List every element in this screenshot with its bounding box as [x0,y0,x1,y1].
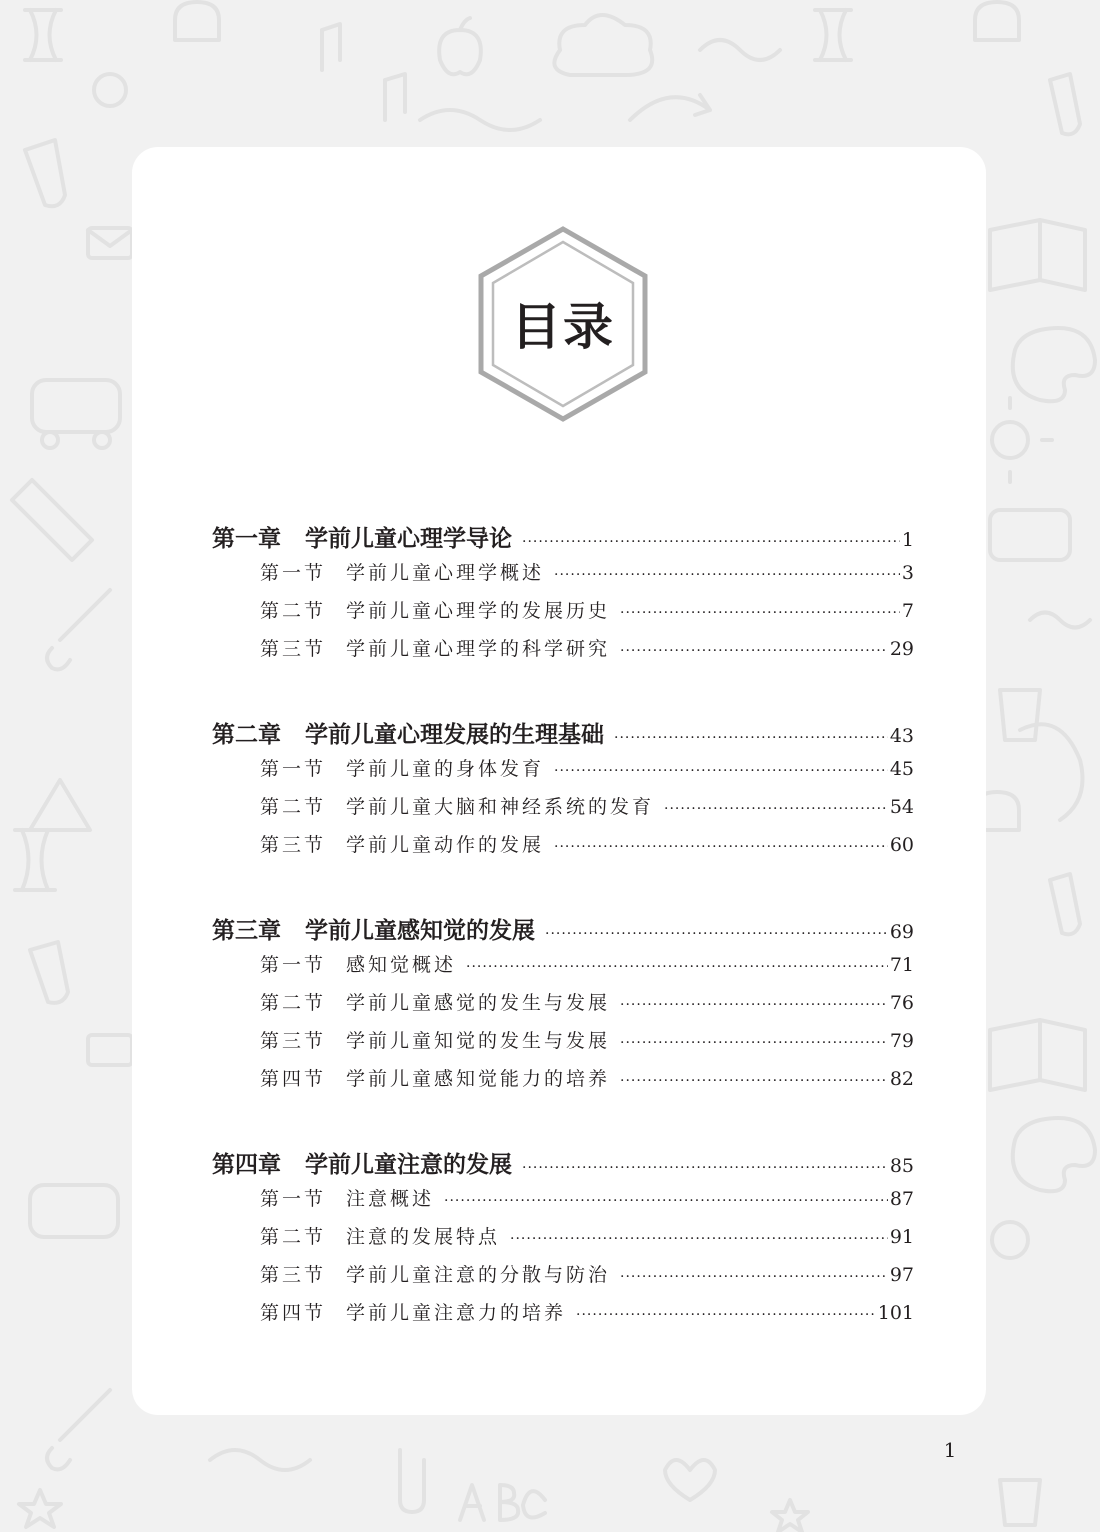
book-icon [990,220,1085,290]
section-number: 第二节 [260,992,327,1014]
section-number: 第三节 [260,1030,327,1052]
chapter-4 [212,1146,914,1336]
section-row[interactable] [212,596,914,634]
dot-leader [620,997,888,1013]
chapter-number: 第二章 [212,721,281,748]
test-tube-icon [1050,874,1080,934]
section-row[interactable] [212,792,914,830]
dot-leader [554,839,888,855]
section-title: 学前儿童知觉的发生与发展 [346,1030,611,1052]
chapter-number: 第一章 [212,525,281,552]
chapter-3 [212,912,914,1102]
chapter-row[interactable] [212,1146,914,1184]
section-title: 注意概述 [346,1188,435,1210]
chapter-row[interactable] [212,912,914,950]
cloud-icon [554,15,652,75]
page-ref: 45 [889,758,914,780]
camera-icon [990,510,1070,560]
pencil-cup-icon [1000,1480,1040,1525]
page-ref: 1 [901,529,914,551]
test-tube-icon [30,942,68,1003]
section-number: 第一节 [260,1188,327,1210]
section-title: 学前儿童动作的发展 [346,834,545,856]
section-row[interactable] [212,950,914,988]
page-ref: 69 [889,921,914,943]
chapter-title: 学前儿童感知觉的发展 [305,917,535,944]
dot-leader [620,1035,888,1051]
section-row[interactable] [212,634,914,672]
section-row[interactable] [212,1026,914,1064]
paintbrush-icon [47,1390,110,1469]
squiggle-icon [420,110,540,130]
page-ref: 82 [889,1068,914,1090]
section-title: 学前儿童感觉的发生与发展 [346,992,611,1014]
page-number: 1 [943,1438,957,1462]
page-ref: 3 [901,562,914,584]
section-number: 第三节 [260,834,327,856]
squiggle-icon [210,1450,310,1470]
section-row[interactable] [212,1184,914,1222]
dot-leader [444,1193,888,1209]
page-ref: 76 [889,992,914,1014]
book-icon [990,1020,1085,1090]
section-number: 第三节 [260,638,327,660]
dot-leader [614,730,888,746]
section-title: 学前儿童大脑和神经系统的发育 [346,796,655,818]
section-title: 学前儿童心理学的科学研究 [346,638,611,660]
page-ref: 7 [901,600,914,622]
palette-icon [1013,1118,1095,1191]
dot-leader [620,1073,888,1089]
section-number: 第二节 [260,1226,327,1248]
hourglass-icon [815,10,851,60]
music-note-icon [322,24,340,70]
paperclip-icon [400,1450,424,1512]
section-title: 学前儿童心理学概述 [346,562,545,584]
section-row[interactable] [212,988,914,1026]
dot-leader [620,643,888,659]
page-ref: 43 [889,725,914,747]
section-title: 感知觉概述 [346,954,457,976]
page-ref: 71 [889,954,914,976]
dot-leader [466,959,888,975]
bell-icon [175,2,219,40]
dot-leader [576,1307,876,1323]
star-icon [772,1500,808,1532]
swirl-icon [94,74,126,106]
section-number: 第四节 [260,1302,327,1324]
squiggle-icon [700,40,780,60]
page-ref: 79 [889,1030,914,1052]
dot-leader [620,605,900,621]
test-tube-icon [25,140,65,206]
sun-icon [992,1222,1028,1258]
page-ref: 97 [889,1264,914,1286]
page-ref: 29 [889,638,914,660]
page-ref: 60 [889,834,914,856]
dot-leader [510,1231,888,1247]
page-ref: 101 [877,1302,914,1324]
chapter-title: 学前儿童注意的发展 [305,1151,512,1178]
section-row[interactable] [212,558,914,596]
section-row[interactable] [212,830,914,868]
dot-leader [554,763,888,779]
envelope-icon [88,1035,132,1065]
heart-icon [665,1460,715,1500]
section-row[interactable] [212,1064,914,1102]
abc-text-icon [460,1485,545,1520]
table-of-contents [212,520,914,1336]
page-title: 目录 [511,297,615,356]
pencil-cup-icon [1000,690,1040,740]
section-row[interactable] [212,1222,914,1260]
squiggle-icon [1030,613,1090,628]
palette-icon [1013,328,1095,401]
dot-leader [522,1160,888,1176]
sun-icon [992,422,1028,458]
chapter-1 [212,520,914,672]
dot-leader [620,1269,888,1285]
apple-icon [439,18,481,74]
chapter-row[interactable] [212,520,914,558]
chapter-2 [212,716,914,868]
bus-icon [32,380,120,432]
triangle-icon [30,780,90,830]
page-ref: 85 [889,1155,914,1177]
dot-leader [545,926,888,942]
section-number: 第二节 [260,600,327,622]
section-title: 学前儿童注意的分散与防治 [346,1264,611,1286]
chapter-number: 第四章 [212,1151,281,1178]
chapter-title: 学前儿童心理学导论 [305,525,512,552]
page-ref: 87 [889,1188,914,1210]
chapter-number: 第三章 [212,917,281,944]
test-tube-icon [1050,74,1080,134]
arrow-icon [630,95,710,120]
star-icon [19,1490,61,1527]
bell-icon [975,2,1019,40]
chapter-title: 学前儿童心理发展的生理基础 [305,721,604,748]
section-title: 学前儿童的身体发育 [346,758,545,780]
dot-leader [522,534,900,550]
dot-leader [554,567,900,583]
section-title: 学前儿童感知觉能力的培养 [346,1068,611,1090]
section-number: 第四节 [260,1068,327,1090]
section-title: 注意的发展特点 [346,1226,501,1248]
chapter-row[interactable] [212,716,914,754]
section-row[interactable] [212,754,914,792]
music-note-icon [385,74,405,120]
section-number: 第一节 [260,954,327,976]
section-row[interactable] [212,1260,914,1298]
section-number: 第三节 [260,1264,327,1286]
section-title: 学前儿童心理学的发展历史 [346,600,611,622]
paintbrush-icon [47,590,110,669]
section-number: 第二节 [260,796,327,818]
hourglass-icon [15,830,55,890]
page-ref: 54 [889,796,914,818]
page-ref: 91 [889,1226,914,1248]
dot-leader [664,801,888,817]
section-title: 学前儿童注意力的培养 [346,1302,567,1324]
section-number: 第一节 [260,758,327,780]
bus-icon [30,1185,118,1237]
section-number: 第一节 [260,562,327,584]
pencil-icon [12,480,92,560]
hourglass-icon [25,10,61,60]
section-row[interactable] [212,1298,914,1336]
